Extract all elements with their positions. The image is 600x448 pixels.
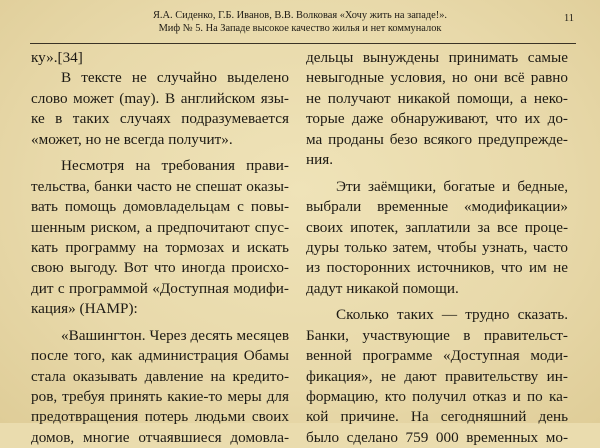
text-line: ров, требуя принять какие-то меры для [31, 388, 289, 405]
text-line: своих ипотек, заплатили за все проце- [306, 218, 568, 236]
text-line: формацию, кто получил отказ и по ка- [306, 388, 568, 405]
text-line: дит с программой «Доступная модифи- [31, 279, 289, 297]
text-line: Несмотря на требования прави- [61, 157, 289, 175]
text-line: дельцы вынуждены принимать самые [306, 49, 568, 66]
header-rule [30, 43, 576, 44]
text-line: кация» (HAMP): [31, 300, 138, 318]
text-line: дадут никакой помощи. [306, 279, 459, 297]
running-header-chapter: Миф № 5. На Западе высокое качество жилья и нет коммуналок [158, 23, 442, 34]
page-number: 11 [563, 13, 574, 24]
text-line: кать программу на тормозах и искать [31, 238, 289, 256]
text-line: дуры только затем, чтобы узнать, часто [306, 238, 568, 256]
text-line: В тексте не случайно выделено [61, 69, 289, 87]
text-line: тельства, банки часто не спешат оказы- [31, 177, 289, 195]
text-line: невыгодные условия, но они всё равно [306, 69, 568, 87]
text-line: домов, многие отчаявшиеся домовла- [31, 428, 289, 446]
text-column-right [306, 48, 568, 448]
text-line: ма проданы безо всякого предупрежде- [306, 130, 568, 148]
text-line: Эти заёмщики, богатые и бедные, [336, 177, 568, 195]
text-line: торые даже обнаруживают, что их до- [306, 110, 568, 128]
text-line: было сделано 759 000 временных мо- [306, 428, 568, 446]
text-line: «может, но не всегда получит». [31, 130, 233, 148]
text-line: выбрали временные «модификации» [306, 198, 568, 216]
text-line: после того, как администрация Обамы [31, 347, 289, 365]
text-line: стала оказывать давление на кредито- [31, 367, 289, 385]
text-line: предотвращения потерь людьми своих [31, 408, 289, 426]
text-line: фикация», не дают правительству ин- [306, 367, 568, 385]
text-line: шенным риском, а предпочитают спус- [31, 218, 289, 236]
text-line: вать помощь домовладельцам с повы- [31, 198, 289, 216]
text-column-left [31, 48, 289, 448]
text-line: кой причине. На сегодняшний день [306, 408, 568, 426]
text-line: свою выгоду. Вот что иногда происхо- [31, 259, 289, 277]
text-line: ку».[34] [31, 49, 83, 66]
text-line: ния. [306, 151, 334, 169]
text-line: Банки, участвующие в правительст- [306, 326, 568, 344]
text-line: Сколько таких — трудно сказать. [336, 306, 568, 324]
running-header [0, 9, 600, 35]
running-header-authors-title: Я.А. Сиденко, Г.Б. Иванов, В.В. Волковая «Хочу жить на западе!». [152, 10, 447, 21]
text-line: «Вашингтон. Через десять месяцев [61, 326, 289, 344]
text-line: слово может (may). В английском язы- [31, 89, 289, 107]
text-line: ке в таких случаях подразумевается [31, 110, 289, 128]
text-line: из посторонних источников, что им не [306, 259, 568, 277]
text-line: венной программе «Доступная моди- [306, 347, 568, 365]
text-line: не получают никакой помощи, а неко- [306, 89, 568, 107]
